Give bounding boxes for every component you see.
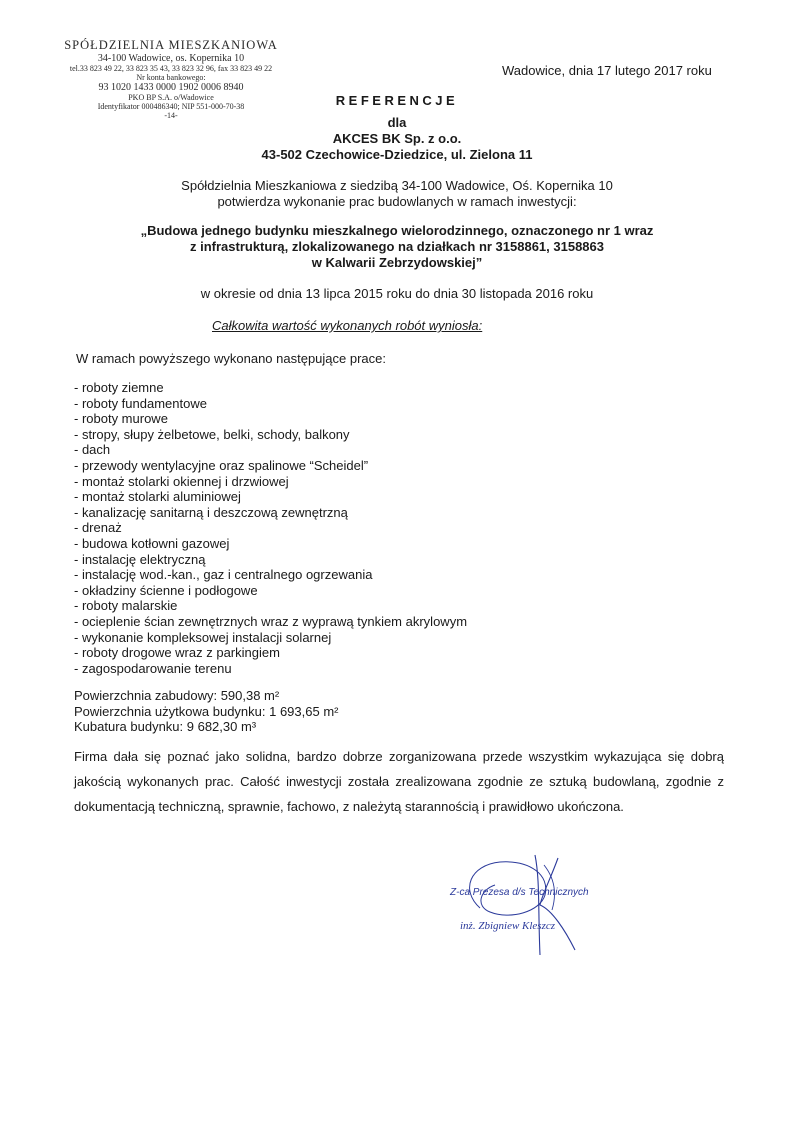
building-volume: Kubatura budynku: 9 682,30 m³: [74, 719, 257, 734]
intro-paragraph: [0, 178, 794, 210]
building-parameters: [74, 688, 338, 735]
signature-scribble: [440, 850, 640, 960]
list-item: - roboty murowe: [74, 411, 168, 427]
stamp-account: 93 1020 1433 0000 1902 0006 8940: [98, 82, 244, 93]
recipient-prefix: dla: [387, 115, 407, 130]
document-title: REFERENCJE: [335, 93, 459, 108]
investment-title: [0, 223, 794, 271]
list-item: - ocieplenie ścian zewnętrznych wraz z wyprawą tynkiem akrylowym: [74, 613, 468, 629]
investment-line: z infrastrukturą, zlokalizowanego na działkach nr 3158861, 3158863: [189, 239, 604, 254]
list-item: - instalację wod.-kan., gaz i centralnego ogrzewania: [74, 567, 373, 583]
stamp-phones: tel.33 823 49 22, 33 823 35 43, 33 823 32 96, fax 33 823 49 22: [69, 64, 273, 73]
signatory-name: inż. Zbigniew Kleszcz: [460, 920, 556, 932]
list-item: - roboty fundamentowe: [74, 395, 207, 411]
list-item: - wykonanie kompleksowej instalacji solarnej: [74, 629, 332, 645]
intro-line: Spółdzielnia Mieszkaniowa z siedzibą 34-100 Wadowice, Oś. Kopernika 10: [181, 178, 613, 193]
list-item: - przewody wentylacyjne oraz spalinowe “Scheidel”: [74, 457, 369, 473]
stamp-ids: Identyfikator 000486340; NIP 551-000-70-38: [97, 102, 245, 111]
letter-date: Wadowice, dnia 17 lutego 2017 roku: [502, 63, 712, 78]
recipient-company: AKCES BK Sp. z o.o.: [332, 131, 462, 146]
stamp-name: SPÓŁDZIELNIA MIESZKANIOWA: [64, 38, 278, 52]
investment-line: w Kalwarii Zebrzydowskiej”: [311, 255, 483, 270]
investment-line: „Budowa jednego budynku mieszkalnego wielorodzinnego, oznaczonego nr 1 wraz: [140, 223, 654, 238]
list-item: - okładziny ścienne i podłogowe: [74, 582, 258, 598]
list-item: - zagospodarowanie terenu: [74, 660, 232, 676]
stamp-bank: PKO BP S.A. o/Wadowice: [128, 93, 214, 102]
list-item: - montaż stolarki okiennej i drzwiowej: [74, 473, 289, 489]
built-area: Powierzchnia zabudowy: 590,38 m²: [74, 688, 280, 703]
list-item: - stropy, słupy żelbetowe, belki, schody, balkony: [74, 426, 350, 442]
list-item: - drenaż: [74, 520, 122, 536]
list-item: - roboty malarskie: [74, 598, 178, 614]
list-item: - kanalizację sanitarną i deszczową zewnętrzną: [74, 504, 348, 520]
stamp-code: -14-: [164, 111, 178, 120]
closing-paragraph: Firma dała się poznać jako solidna, bardzo dobrze zorganizowana przede wszystkim wykazująca się dobrą jakością wykonanych prac. Całość inwestycji została zrealizowana zgodnie ze sztuką budowlaną, zgodnie z dokumentacją techniczną, sprawnie, fachowo, z należytą starannością i prawidłowo ukończona.: [74, 749, 724, 814]
signatory-role: Z-ca Prezesa d/s Technicznych: [450, 887, 589, 898]
stamp-address: 34-100 Wadowice, os. Kopernika 10: [97, 53, 245, 64]
list-item: - budowa kotłowni gazowej: [74, 535, 230, 551]
list-item: - montaż stolarki aluminiowej: [74, 489, 241, 505]
list-item: - dach: [74, 442, 111, 458]
work-period: w okresie od dnia 13 lipca 2015 roku do dnia 30 listopada 2016 roku: [200, 286, 594, 301]
list-item: - roboty ziemne: [74, 380, 164, 395]
stamp-account-label: Nr konta bankowego:: [136, 73, 206, 82]
list-item: - instalację elektryczną: [74, 551, 206, 567]
total-value-label: Całkowita wartość wykonanych robót wyniosła:: [212, 318, 483, 333]
intro-line: potwierdza wykonanie prac budowlanych w ramach inwestycji:: [217, 194, 577, 209]
recipient-address: 43-502 Czechowice-Dziedzice, ul. Zielona 11: [261, 147, 533, 162]
works-list: [74, 380, 467, 676]
list-item: - roboty drogowe wraz z parkingiem: [74, 645, 280, 661]
works-intro: W ramach powyższego wykonano następujące prace:: [76, 351, 386, 366]
signature-block: [440, 850, 640, 960]
usable-area: Powierzchnia użytkowa budynku: 1 693,65 m²: [74, 703, 339, 719]
